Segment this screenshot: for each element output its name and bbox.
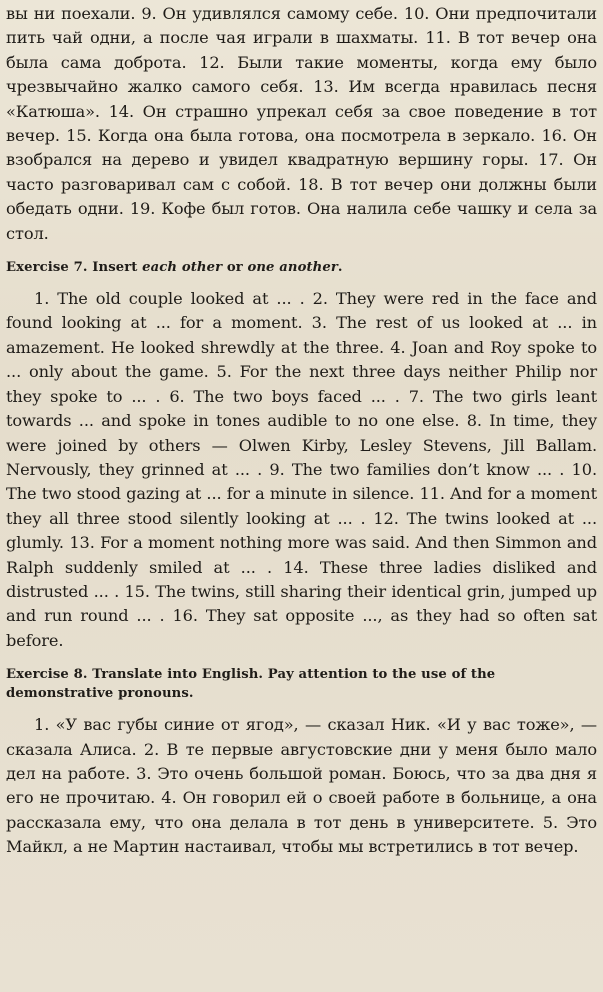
exercise7-text: 1. The old couple looked at ... . 2. They were red in the face and found looking at ... for a moment. 3. The rest of us looked at ... in amazement. He looked shrewdly at the three. 4. Joan and Roy spoke to ... only about the game. 5. For the next three days neither Philip nor they spoke to ... . 6. The two boys faced ... . 7. The two girls leant towards ... and spoke in tones audible to no one else. 8. In time, they were joined by others — Olwen Kirby, Lesley Stevens, Jill Ballam. Nervously, they grinned at ... . 9. The two families don’t know ... . 10. The two stood gazing at ... for a minute in silence. 11. And for a moment they all three stood silently looking at ... . 12. The twins looked at ... glumly. 13. For a moment nothing more was said. And then Simmon and Ralph suddenly smiled at ... . 14. These three ladies disliked and distrusted ... . 15. The twins, still sharing their identical grin, jumped up and run round ... . 16. They sat opposite ..., as they had so often sat before. [6, 289, 597, 650]
exercise6-continuation-text: вы ни поехали. 9. Он удивлялся самому себе. 10. Они предпочитали пить чай одни, а после чая играли в шахматы. 11. В тот вечер она была сама доброта. 12. Были такие моменты, когда ему было чрезвычайно жалко самого себя. 13. Им всегда нравилась песня «Катюша». 14. Он страшно упрекал себя за свое поведение в тот вечер. 15. Когда она была готова, она посмотрела в зеркало. 16. Он взобрался на дерево и увидел квадратную вершину горы. 17. Он часто разговаривал сам с собой. 18. В тот вечер они должны были обедать одни. 19. Кофе был готов. Она налила себе чашку и села за стол. [6, 4, 597, 243]
exercise7-title [6, 258, 597, 277]
exercise8-text: 1. «У вас губы синие от ягод», — сказал Ник. «И у вас тоже», — сказала Алиса. 2. В те первые августовские дни у меня было мало дел на работе. 3. Это очень большой роман. Боюсь, что за два дня я его не прочитаю. 4. Он говорил ей о своей работе в больнице, а она рассказала ему, что она делала в тот день в университете. 5. Это Майкл, а не Мартин настаивал, чтобы мы встретились в тот вечер. [6, 715, 597, 857]
exercise8-title: Exercise 8. Translate into English. Pay attention to the use of the demonstrative pronouns. [6, 667, 496, 702]
exercise7-title-prefix: Exercise 7. Insert [6, 260, 143, 276]
exercise7-title-or: or [222, 260, 248, 276]
exercise7-title-end: . [337, 260, 343, 276]
exercise7-title-each-other: each other [142, 260, 223, 276]
exercise7-title-one-another: one another [247, 260, 338, 276]
